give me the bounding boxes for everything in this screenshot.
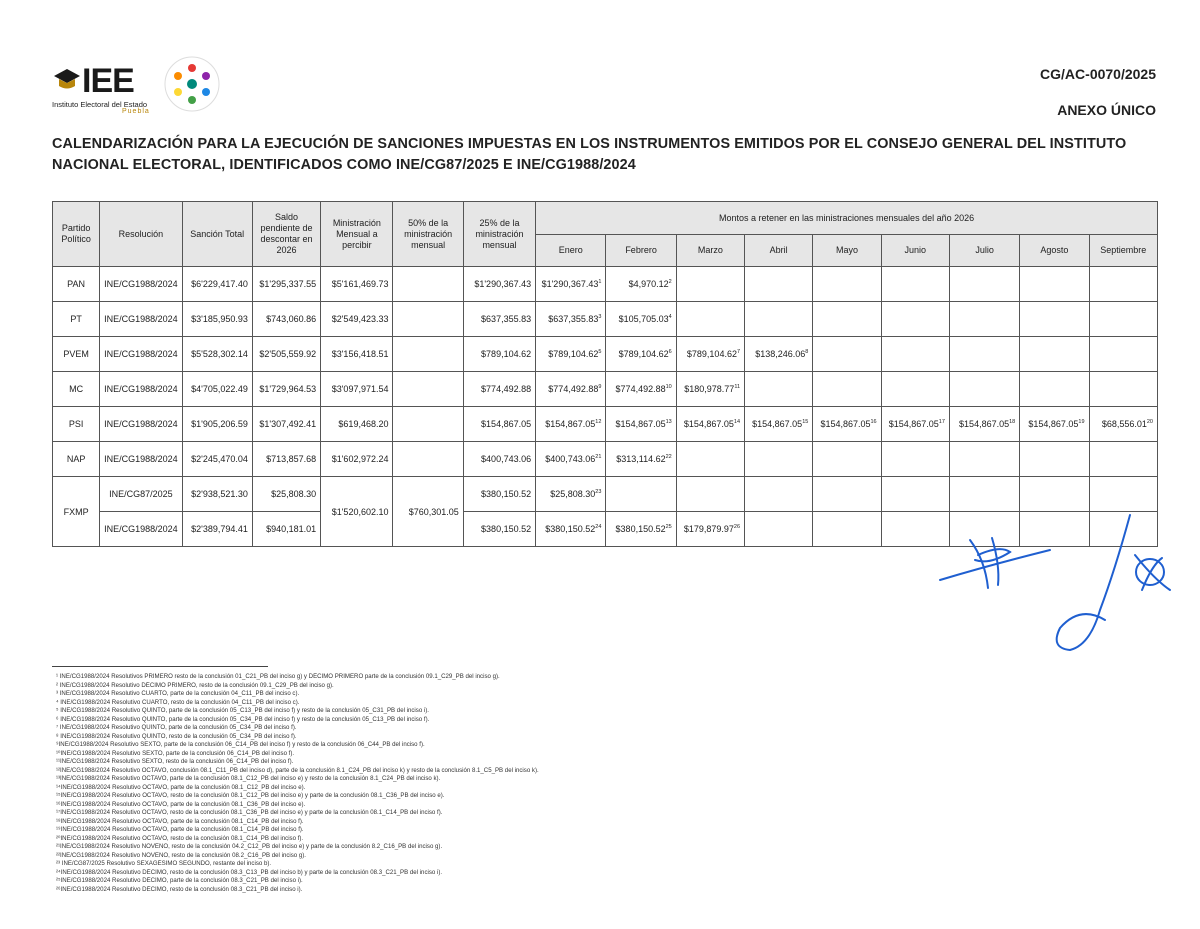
footnote-ref: 2 bbox=[668, 279, 672, 285]
footnote-item: ¹⁵INE/CG1988/2024 Resolutivo OCTAVO, resto de la conclusión 08.1_C12_PB del inciso e) y parte de la conclusión 08.1_C36_PB del inciso e). bbox=[56, 792, 445, 799]
month-value: $105,705.03 bbox=[618, 314, 669, 324]
footnote-item: ²⁰INE/CG1988/2024 Resolutivo OCTAVO, resto de la conclusión 08.1_C14_PB del inciso f). bbox=[56, 834, 304, 842]
month-cell bbox=[1089, 442, 1157, 477]
month-value: $154,867.05 bbox=[615, 419, 666, 429]
header-resolucion: Resolución bbox=[100, 202, 182, 267]
month-cell bbox=[949, 407, 1019, 442]
footnote-ref: 18 bbox=[1009, 419, 1016, 425]
footnote-item: ²⁴INE/CG1988/2024 Resolutivo DÉCIMO, resto de la conclusión 08.3_C13_PB del inciso b) y parte de la conclusión 08.3_C21_PB del inciso i). bbox=[56, 868, 443, 876]
iee-logo bbox=[52, 60, 232, 122]
logo-subtitle-city: Puebla bbox=[122, 108, 150, 115]
footnote-item: ⁷ INE/CG1988/2024 Resolutivo QUINTO, parte de la conclusión 05_C34_PB del inciso f). bbox=[56, 724, 297, 731]
table-cell: $789,104.62 bbox=[463, 337, 535, 372]
footnote-item: ²⁵INE/CG1988/2024 Resolutivo DÉCIMO, parte de la conclusión 08.3_C21_PB del inciso i). bbox=[56, 877, 303, 884]
footnote-ref: 19 bbox=[1078, 419, 1085, 425]
header-month: Septiembre bbox=[1089, 235, 1157, 267]
month-cell bbox=[881, 442, 949, 477]
month-cell bbox=[813, 477, 881, 512]
footnote-ref: 4 bbox=[668, 314, 672, 320]
header-month: Junio bbox=[881, 235, 949, 267]
month-cell bbox=[813, 302, 881, 337]
table-cell: $774,492.88 bbox=[463, 372, 535, 407]
footnote-ref: 7 bbox=[736, 349, 741, 355]
table-cell: NAP bbox=[53, 442, 100, 477]
month-cell bbox=[813, 442, 881, 477]
month-value: $1'290,367.43 bbox=[541, 279, 599, 289]
table-cell: $2'245,470.04 bbox=[182, 442, 252, 477]
table-cell: $6'229,417.40 bbox=[182, 267, 252, 302]
table-row bbox=[53, 477, 1158, 512]
header-month: Agosto bbox=[1020, 235, 1089, 267]
table-cell: $380,150.52 bbox=[463, 477, 535, 512]
table-cell: INE/CG1988/2024 bbox=[100, 442, 182, 477]
header-sancion: Sanción Total bbox=[182, 202, 252, 267]
table-cell: $2'389,794.41 bbox=[182, 512, 252, 547]
month-cell bbox=[676, 512, 744, 547]
table-cell: INE/CG87/2025 bbox=[100, 477, 182, 512]
table-cell: $5'528,302.14 bbox=[182, 337, 252, 372]
month-cell bbox=[949, 372, 1019, 407]
month-value: $154,867.05 bbox=[683, 419, 734, 429]
header-saldo: Saldo pendiente de descontar en 2026 bbox=[252, 202, 320, 267]
month-cell bbox=[1020, 337, 1089, 372]
month-cell bbox=[606, 512, 676, 547]
month-cell bbox=[536, 337, 606, 372]
footnote-item: ²³ INE/CG87/2025 Resolutivo SEXAGÉSIMO SEGUNDO, restante del inciso b). bbox=[56, 860, 272, 867]
month-cell bbox=[536, 267, 606, 302]
header-ministracion: Ministración Mensual a percibir bbox=[321, 202, 393, 267]
month-cell bbox=[606, 477, 676, 512]
month-value: $180,978.77 bbox=[684, 384, 735, 394]
table-cell bbox=[393, 267, 463, 302]
table-cell: PAN bbox=[53, 267, 100, 302]
footnote-ref: 12 bbox=[595, 419, 602, 425]
month-cell bbox=[745, 267, 813, 302]
footnote-ref: 13 bbox=[665, 419, 672, 425]
footnote-ref: 24 bbox=[595, 524, 602, 530]
signature-image bbox=[930, 510, 1180, 660]
month-cell bbox=[536, 372, 606, 407]
month-cell bbox=[536, 442, 606, 477]
table-cell: $713,857.68 bbox=[252, 442, 320, 477]
month-value: $380,150.52 bbox=[545, 524, 596, 534]
table-cell: $400,743.06 bbox=[463, 442, 535, 477]
footnote-ref: 5 bbox=[598, 349, 602, 355]
footnote-item: ³ INE/CG1988/2024 Resolutivo CUARTO, parte de la conclusión 04_C11_PB del inciso c). bbox=[56, 690, 300, 697]
month-value: $154,867.05 bbox=[888, 419, 939, 429]
table-row bbox=[53, 267, 1158, 302]
table-cell: INE/CG1988/2024 bbox=[100, 337, 182, 372]
table-cell: $5'161,469.73 bbox=[321, 267, 393, 302]
table-cell bbox=[393, 337, 463, 372]
table-cell: FXMP bbox=[53, 477, 100, 547]
month-value: $400,743.06 bbox=[545, 454, 596, 464]
month-cell bbox=[1020, 407, 1089, 442]
footnote-item: ¹³INE/CG1988/2024 Resolutivo OCTAVO, parte de la conclusión 08.1_C12_PB del inciso e) y resto de la conclusión 8.1_C24_PB del inciso k). bbox=[56, 775, 441, 782]
footnote-item: ¹⁷INE/CG1988/2024 Resolutivo OCTAVO, resto de la conclusión 08.1_C36_PB del inciso e) y parte de la conclusión 08.1_C14_PB del inciso f). bbox=[56, 809, 443, 816]
month-cell bbox=[606, 267, 676, 302]
footnote-ref: 3 bbox=[598, 314, 602, 320]
month-value: $138,246.06 bbox=[755, 349, 806, 359]
header-month: Abril bbox=[745, 235, 813, 267]
table-cell: $1'295,337.55 bbox=[252, 267, 320, 302]
footnote-ref: 25 bbox=[665, 524, 672, 530]
month-cell bbox=[676, 477, 744, 512]
month-cell bbox=[813, 267, 881, 302]
footnote-item: ¹⁰INE/CG1988/2024 Resolutivo SEXTO, parte de la conclusión 06_C14_PB del inciso f). bbox=[56, 749, 295, 757]
footnote-ref: 16 bbox=[870, 419, 877, 425]
footnote-ref: 11 bbox=[734, 384, 741, 390]
header-month: Mayo bbox=[813, 235, 881, 267]
table-cell: $2'938,521.30 bbox=[182, 477, 252, 512]
month-value: $154,867.05 bbox=[959, 419, 1010, 429]
month-cell bbox=[1020, 267, 1089, 302]
footnote-divider bbox=[52, 666, 268, 667]
table-cell: INE/CG1988/2024 bbox=[100, 267, 182, 302]
month-cell bbox=[1089, 267, 1157, 302]
footnote-ref: 26 bbox=[733, 524, 741, 530]
month-cell bbox=[1089, 372, 1157, 407]
table-cell: $3'097,971.54 bbox=[321, 372, 393, 407]
footnote-item: ¹⁴INE/CG1988/2024 Resolutivo OCTAVO, parte de la conclusión 08.1_C12_PB del inciso e). bbox=[56, 783, 306, 791]
month-cell bbox=[745, 512, 813, 547]
header-month: Febrero bbox=[606, 235, 676, 267]
month-cell bbox=[1089, 337, 1157, 372]
footnote-ref: 14 bbox=[733, 419, 741, 425]
month-cell bbox=[813, 407, 881, 442]
table-cell: $4'705,022.49 bbox=[182, 372, 252, 407]
month-cell bbox=[949, 302, 1019, 337]
table-cell: PVEM bbox=[53, 337, 100, 372]
month-cell bbox=[536, 512, 606, 547]
table-row bbox=[53, 442, 1158, 477]
table-cell: $743,060.86 bbox=[252, 302, 320, 337]
month-value: $313,114.62 bbox=[616, 454, 666, 464]
month-cell bbox=[1020, 372, 1089, 407]
month-cell bbox=[745, 407, 813, 442]
month-value: $154,867.05 bbox=[820, 419, 871, 429]
header-month: Julio bbox=[949, 235, 1019, 267]
header-montos: Montos a retener en las ministraciones mensuales del año 2026 bbox=[536, 202, 1158, 235]
month-cell bbox=[949, 337, 1019, 372]
footnote-item: ¹⁸INE/CG1988/2024 Resolutivo OCTAVO, parte de la conclusión 08.1_C14_PB del inciso f). bbox=[56, 817, 304, 825]
table-cell: $1'307,492.41 bbox=[252, 407, 320, 442]
month-cell bbox=[676, 442, 744, 477]
month-cell bbox=[676, 407, 744, 442]
table-cell: $1'905,206.59 bbox=[182, 407, 252, 442]
footnote-item: ⁴ INE/CG1988/2024 Resolutivo CUARTO, resto de la conclusión 04_C11_PB del inciso c). bbox=[56, 698, 300, 706]
footnote-item: ⁵ INE/CG1988/2024 Resolutivo QUINTO, parte de la conclusión 05_C13_PB del inciso f) y resto de la conclusión 05_C31_PB del inciso i). bbox=[56, 707, 429, 714]
month-cell bbox=[1089, 302, 1157, 337]
sanctions-table bbox=[52, 201, 1158, 547]
header-cincuenta: 50% de la ministración mensual bbox=[393, 202, 463, 267]
month-value: $637,355.83 bbox=[548, 314, 599, 324]
table-cell: $3'185,950.93 bbox=[182, 302, 252, 337]
logo-subtitle: Instituto Electoral del Estado bbox=[52, 100, 148, 109]
month-cell bbox=[813, 337, 881, 372]
month-cell bbox=[676, 337, 744, 372]
month-cell bbox=[745, 372, 813, 407]
month-value: $789,104.62 bbox=[548, 349, 599, 359]
footnote-item: ⁶ INE/CG1988/2024 Resolutivo QUINTO, parte de la conclusión 05_C34_PB del inciso f) y resto de la conclusión 05_C13_PB del inciso f). bbox=[56, 715, 430, 723]
table-cell: $25,808.30 bbox=[252, 477, 320, 512]
footnote-ref: 9 bbox=[598, 384, 602, 390]
month-cell bbox=[1089, 407, 1157, 442]
footnote-ref: 10 bbox=[665, 384, 672, 390]
table-cell bbox=[393, 302, 463, 337]
table-cell: $3'156,418.51 bbox=[321, 337, 393, 372]
footnote-item: ¹¹INE/CG1988/2024 Resolutivo SEXTO, resto de la conclusión 06_C14_PB del inciso f). bbox=[56, 758, 294, 765]
table-cell bbox=[393, 442, 463, 477]
table-cell: $619,468.20 bbox=[321, 407, 393, 442]
month-cell bbox=[813, 512, 881, 547]
logo-text: IEE bbox=[82, 62, 134, 100]
month-cell bbox=[606, 372, 676, 407]
header-veinticinco: 25% de la ministración mensual bbox=[463, 202, 535, 267]
month-cell bbox=[949, 267, 1019, 302]
table-cell bbox=[393, 372, 463, 407]
footnote-ref: 8 bbox=[805, 349, 809, 355]
month-cell bbox=[606, 442, 676, 477]
month-cell bbox=[881, 302, 949, 337]
footnote-item: ²²INE/CG1988/2024 Resolutivo NOVENO, resto de la conclusión 08.2_C16_PB del inciso g). bbox=[56, 851, 306, 859]
month-cell bbox=[949, 442, 1019, 477]
footnote-ref: 17 bbox=[938, 419, 945, 425]
document-code: CG/AC-0070/2025 bbox=[1040, 66, 1156, 82]
table-cell: $154,867.05 bbox=[463, 407, 535, 442]
month-value: $154,867.05 bbox=[545, 419, 596, 429]
table-cell: INE/CG1988/2024 bbox=[100, 407, 182, 442]
month-cell bbox=[881, 372, 949, 407]
month-value: $774,492.88 bbox=[615, 384, 666, 394]
month-cell bbox=[536, 302, 606, 337]
footnote-item: ¹⁹INE/CG1988/2024 Resolutivo OCTAVO, parte de la conclusión 08.1_C14_PB del inciso f). bbox=[56, 826, 304, 833]
footnote-ref: 22 bbox=[665, 454, 672, 460]
month-value: $179,879.97 bbox=[683, 524, 734, 534]
table-cell: $380,150.52 bbox=[463, 512, 535, 547]
month-value: $68,556.01 bbox=[1101, 419, 1147, 429]
table-cell: INE/CG1988/2024 bbox=[100, 302, 182, 337]
month-cell bbox=[606, 407, 676, 442]
month-cell bbox=[1020, 477, 1089, 512]
table-cell: INE/CG1988/2024 bbox=[100, 372, 182, 407]
month-cell bbox=[881, 337, 949, 372]
month-cell bbox=[676, 267, 744, 302]
month-cell bbox=[536, 477, 606, 512]
table-cell: $2'505,559.92 bbox=[252, 337, 320, 372]
month-value: $380,150.52 bbox=[615, 524, 666, 534]
footnote-item: ¹ INE/CG1988/2024 Resolutivos PRIMERO resto de la conclusión 01_C21_PB del inciso g) y DÉCIMO PRIMERO parte de la conclusión 09.1_C29_PB del inciso g). bbox=[56, 673, 500, 680]
table-row bbox=[53, 372, 1158, 407]
footnote-ref: 23 bbox=[595, 489, 602, 495]
footnote-ref: 1 bbox=[598, 279, 602, 285]
month-cell bbox=[745, 442, 813, 477]
table-cell: PSI bbox=[53, 407, 100, 442]
month-cell bbox=[606, 337, 676, 372]
footnote-ref: 6 bbox=[668, 349, 672, 355]
footnote-item: ⁸ INE/CG1988/2024 Resolutivo QUINTO, resto de la conclusión 05_C34_PB del inciso f). bbox=[56, 732, 297, 740]
document-title: CALENDARIZACIÓN PARA LA EJECUCIÓN DE SANCIONES IMPUESTAS EN LOS INSTRUMENTOS EMITIDOS POR EL CONSEJO GENERAL DEL INSTITUTO NACIONAL ELECTORAL, IDENTIFICADOS COMO INE/CG87/2025 E INE/CG1988/2024 bbox=[52, 136, 1127, 173]
footnote-ref: 20 bbox=[1146, 419, 1153, 425]
table-cell: $637,355.83 bbox=[463, 302, 535, 337]
header-month: Enero bbox=[536, 235, 606, 267]
month-cell bbox=[745, 302, 813, 337]
annex-label: ANEXO ÚNICO bbox=[1057, 102, 1156, 118]
table-cell: $940,181.01 bbox=[252, 512, 320, 547]
table-row bbox=[53, 302, 1158, 337]
footnote-item: ¹⁶INE/CG1988/2024 Resolutivo OCTAVO, parte de la conclusión 08.1_C36_PB del inciso e). bbox=[56, 800, 306, 808]
month-value: $774,492.88 bbox=[548, 384, 599, 394]
month-cell bbox=[676, 302, 744, 337]
table-cell: INE/CG1988/2024 bbox=[100, 512, 182, 547]
table-row bbox=[53, 407, 1158, 442]
table-cell: $760,301.05 bbox=[393, 477, 463, 547]
table-cell bbox=[393, 407, 463, 442]
footnote-item: ²¹INE/CG1988/2024 Resolutivo NOVENO, resto de la conclusión 04.2_C12_PB del inciso e) y parte de la conclusión 8.2_C16_PB del inciso g). bbox=[56, 843, 443, 850]
month-cell bbox=[813, 372, 881, 407]
month-cell bbox=[1020, 442, 1089, 477]
footnote-item: ⁹INE/CG1988/2024 Resolutivo SEXTO, parte de la conclusión 06_C14_PB del inciso f) y resto de la conclusión 06_C44_PB del inciso f). bbox=[56, 741, 425, 748]
month-value: $789,104.62 bbox=[618, 349, 669, 359]
month-value: $789,104.62 bbox=[686, 349, 737, 359]
footnote-item: ¹²INE/CG1988/2024 Resolutivo OCTAVO, conclusión 08.1_C11_PB del inciso d), parte de la conclusión 8.1_C24_PB del inciso k) y resto de la conclusión 8.1_C5_PB del inciso k). bbox=[56, 766, 539, 774]
footnote-item: ²⁶INE/CG1988/2024 Resolutivo DÉCIMO, resto de la conclusión 08.3_C21_PB del inciso i). bbox=[56, 885, 303, 893]
month-value: $154,867.05 bbox=[1028, 419, 1079, 429]
table-cell: $1'729,964.53 bbox=[252, 372, 320, 407]
footnote-ref: 15 bbox=[802, 419, 809, 425]
month-cell bbox=[676, 372, 744, 407]
table-cell: $1'520,602.10 bbox=[321, 477, 393, 547]
table-cell: PT bbox=[53, 302, 100, 337]
month-cell bbox=[881, 267, 949, 302]
header-month: Marzo bbox=[676, 235, 744, 267]
footnotes bbox=[56, 673, 956, 894]
month-value: $4,970.12 bbox=[628, 279, 669, 289]
table-cell: $1'290,367.43 bbox=[463, 267, 535, 302]
month-cell bbox=[881, 477, 949, 512]
month-cell bbox=[949, 477, 1019, 512]
footnote-ref: 21 bbox=[595, 454, 602, 460]
equality-seal-icon bbox=[162, 54, 222, 114]
footnote-item: ² INE/CG1988/2024 Resolutivo DÉCIMO PRIMERO, resto de la conclusión 09.1_C29_PB del inciso g). bbox=[56, 681, 334, 689]
month-cell bbox=[745, 477, 813, 512]
month-cell bbox=[606, 302, 676, 337]
month-cell bbox=[745, 337, 813, 372]
month-value: $154,867.05 bbox=[752, 419, 803, 429]
month-cell bbox=[881, 407, 949, 442]
table-body bbox=[53, 267, 1158, 547]
month-cell bbox=[536, 407, 606, 442]
month-cell bbox=[1089, 477, 1157, 512]
mortarboard-icon bbox=[52, 64, 82, 94]
month-value: $25,808.30 bbox=[550, 489, 596, 499]
table-cell: $2'549,423.33 bbox=[321, 302, 393, 337]
month-cell bbox=[1020, 302, 1089, 337]
table-row bbox=[53, 337, 1158, 372]
table-cell: $1'602,972.24 bbox=[321, 442, 393, 477]
table-cell: MC bbox=[53, 372, 100, 407]
header-partido: Partido Político bbox=[53, 202, 100, 267]
